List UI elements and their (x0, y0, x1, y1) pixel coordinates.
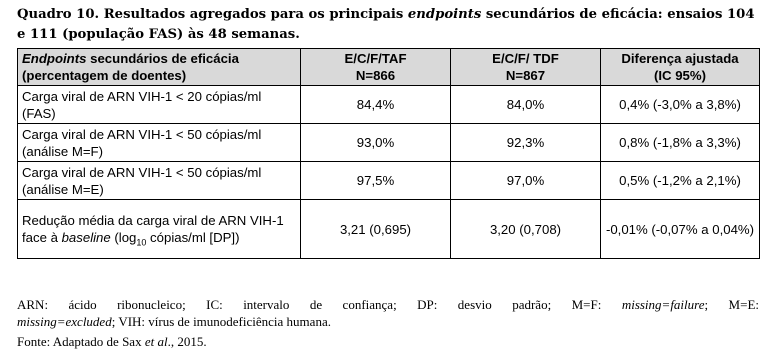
row-taf-value: 97,5% (301, 162, 451, 200)
caption-label: Quadro 10. (17, 7, 100, 22)
footnote-line (17, 296, 759, 313)
row-difference-value: 0,8% (-1,8% a 3,3%) (601, 124, 760, 162)
row-difference-value: 0,4% (-3,0% a 3,8%) (601, 86, 760, 124)
header-taf-name: E/C/F/TAF (344, 51, 407, 66)
row-difference-value: -0,01% (-0,07% a 0,04%) (601, 200, 760, 259)
source-text: ., 2015. (167, 334, 207, 349)
table-header-row (18, 49, 760, 86)
source-text: Fonte: Adaptado de Sax (17, 334, 145, 349)
source-italic: et al (144, 334, 168, 349)
header-endpoints-italic: Endpoints (22, 51, 87, 66)
results-table (17, 48, 760, 259)
row-label-text: Redução média da carga viral de ARN VIH-1 face à (22, 213, 284, 245)
table-caption (17, 5, 762, 45)
table-row (18, 200, 760, 259)
table-row (18, 124, 760, 162)
footnote-text: ARN: ácido ribonucleico; IC: intervalo de confiança; DP: desvio padrão; M=F: (17, 297, 622, 312)
row-taf-value: 3,21 (0,695) (301, 200, 451, 259)
row-tdf-value: 92,3% (451, 124, 601, 162)
row-tdf-value: 97,0% (451, 162, 601, 200)
header-difference (601, 49, 760, 86)
row-label: Carga viral de ARN VIH-1 < 50 cópias/ml (análise M=E) (18, 162, 301, 200)
header-endpoints (18, 49, 301, 86)
row-taf-value: 93,0% (301, 124, 451, 162)
row-label-text: (log (110, 230, 137, 245)
table-row (18, 162, 760, 200)
footnote-italic: missing=failure (621, 297, 705, 312)
row-tdf-value: 3,20 (0,708) (451, 200, 601, 259)
header-tdf-name: E/C/F/ TDF (492, 51, 559, 66)
row-difference-value: 0,5% (-1,2% a 2,1%) (601, 162, 760, 200)
row-label-subscript: 10 (136, 237, 147, 248)
caption-text-italic: endpoints (407, 7, 482, 22)
source-note (17, 333, 207, 350)
row-label: Carga viral de ARN VIH-1 < 50 cópias/ml (análise M=F) (18, 124, 301, 162)
header-difference-name: Diferença ajustada (621, 51, 739, 66)
header-tdf (451, 49, 601, 86)
table-footnote (17, 296, 759, 330)
footnote-line (17, 313, 759, 330)
row-tdf-value: 84,0% (451, 86, 601, 124)
row-label-text: cópias/ml [DP]) (146, 230, 240, 245)
row-taf-value: 84,4% (301, 86, 451, 124)
header-taf (301, 49, 451, 86)
header-taf-n: N=866 (355, 68, 396, 83)
row-label: Carga viral de ARN VIH-1 < 20 cópias/ml (FAS) (18, 86, 301, 124)
row-label-italic: baseline (61, 230, 111, 245)
header-tdf-n: N=867 (505, 68, 546, 83)
footnote-text: ; VIH: vírus de imunodeficiência humana. (111, 314, 331, 329)
footnote-text: ; M=E: (704, 297, 760, 312)
caption-text: Resultados agregados para os principais (99, 7, 408, 22)
table-row (18, 86, 760, 124)
header-endpoints-text: secundários de eficácia (percentagem de doentes) (22, 51, 239, 83)
footnote-italic: missing=excluded (17, 314, 112, 329)
row-label (18, 200, 301, 259)
caption-text: secundários de eficácia: ensaios 104 e 111 (população FAS) às 48 semanas. (17, 7, 755, 42)
header-difference-ci: (IC 95%) (653, 68, 707, 83)
